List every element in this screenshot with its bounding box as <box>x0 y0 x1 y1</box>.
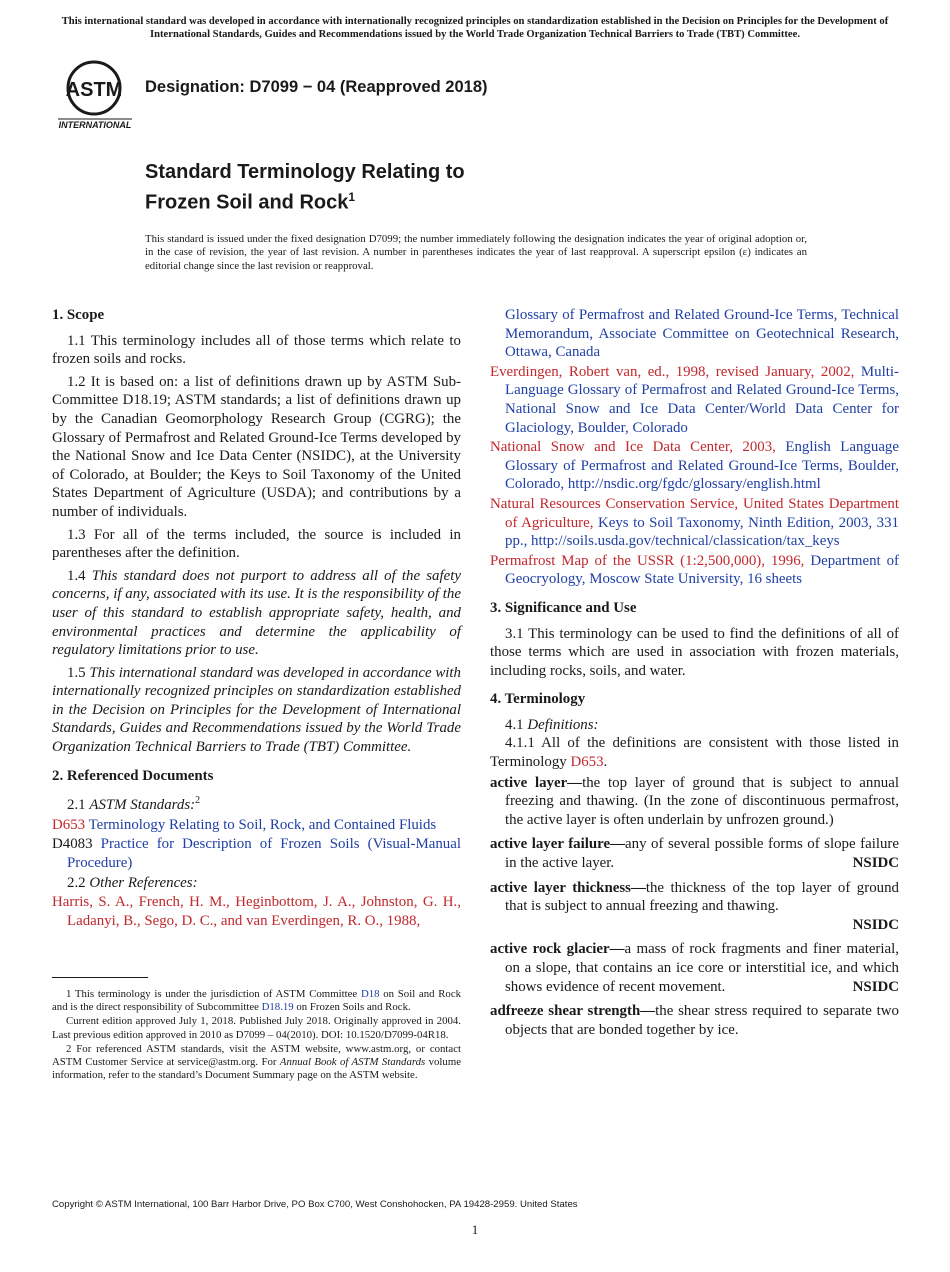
astm-standards-label: 2.1 ASTM Standards:$^2$ <box>67 795 201 814</box>
term-active-layer: active layer—the top layer of ground that is subject to annual freezing and thawing. (In the zone of discontinuous permafrost, the active layer is often underlain by unfrozen ground.) <box>490 774 899 828</box>
d4083-title-link[interactable]: Practice for Description of Frozen Soils (Visual-Manual Procedure) <box>67 836 461 871</box>
other-references-label: 2.2 Other References: <box>67 874 198 891</box>
preface: This standard is issued under the fixed designation D7099; the number immediately following the designation indicates the year of original adoption or, in the case of revision, the year of last revision. A number in parentheses indicates the year of last reapproval. A superscript epsilon (ε) indicates an editorial change since the last revision or reapproval. <box>145 233 807 272</box>
scope-heading: 1. Scope <box>52 307 105 323</box>
title-line-2: Frozen Soil and Rock <box>145 191 349 214</box>
significance-3-1: 3.1 This terminology can be used to find the definitions of all of those terms which are used in association with frozen materials, including rocks, soils, and water. <box>490 625 899 679</box>
ref-everdingen: Everdingen, Robert van, ed., 1998, revised January, 2002, Multi-Language Glossary of Permafrost and Related Ground-Ice Terms, National Snow and Ice Data Center/World Data Center for Glaciology, Boulder, Colorado <box>490 363 899 436</box>
logo-letters: ASTM <box>65 79 123 101</box>
astm-logo-icon <box>56 58 134 130</box>
d18-19-link[interactable]: D18.19 <box>261 1001 294 1014</box>
footnote-current-edition: Current edition approved July 1, 2018. Published July 2018. Originally approved in 2004. Last previous edition approved in 2010 as D7099 – 04(2010). DOI: 10.1520/D7099-04R18. <box>52 1015 461 1041</box>
scope-1-2: 1.2 It is based on: a list of definitions drawn up by ASTM Sub-Committee D18.19; ASTM standards; a list of definitions drawn up by the Canadian Geomorphology Research Group (CGRG); the Glossary of Permafrost and Related Ground-Ice Terms developed by the National Snow and Ice Data Center (NSIDC), at the University of Colorado, at Boulder; the Keys to Soil Taxonomy of the United States Department of Agriculture (USDA); and contributions by a number of individuals. <box>52 373 461 520</box>
ref-harris-part1[interactable]: Harris, S. A., French, H. M., Heginbottom, J. A., Johnston, G. H., Ladanyi, B., Sego, D. C., and van Everdingen, R. O., 1988, <box>52 894 461 929</box>
nrcs-link[interactable]: Keys to Soil Taxonomy, Ninth Edition, 2003, 331 pp., http://soils.usda.gov/technical/classication/tax_keys <box>505 514 899 550</box>
nsidc-link[interactable]: English Language Glossary of Permafrost and Related Ground-Ice Terms, Boulder, Colorado, http://nsdic.org/fgdc/glossary/english.html <box>505 439 899 493</box>
ref-d4083: D4083 Practice for Description of Frozen Soils (Visual-Manual Procedure) <box>52 836 461 871</box>
title-footnote-mark: 1 <box>348 190 356 204</box>
designation: Designation: D7099 − 04 (Reapproved 2018) <box>145 78 488 96</box>
scope-1-1: 1.1 This terminology includes all of those terms which relate to frozen soils and rocks. <box>52 332 461 368</box>
term-adfreeze-shear-strength: adfreeze shear strength—the shear stress required to separate two objects that are bonded together by ice. <box>490 1003 899 1038</box>
refdocs-heading: 2. Referenced Documents <box>52 767 214 784</box>
scope-1-3: 1.3 For all of the terms included, the source is included in parentheses after the definition. <box>52 526 461 562</box>
logo-subtext: INTERNATIONAL <box>58 120 132 130</box>
scope-1-4: 1.4 This standard does not purport to address all of the safety concerns, if any, associated with its use. It is the responsibility of the user of this standard to establish appropriate safety, health, and environmental practices and determine the applicability of regulatory limitations prior to use. <box>52 567 461 659</box>
term-active-rock-glacier: active rock glacier—a mass of rock fragments and finer material, on a slope, that contains an ice core or interstitial ice, and which shows evidence of recent movement. NSIDC <box>490 941 900 995</box>
footnote-rule <box>52 977 148 978</box>
terminology-4-1-1: 4.1.1 All of the definitions are consistent with those listed in Terminology D653. <box>490 735 899 771</box>
ref-d653 <box>52 816 461 835</box>
title-line-1: Standard Terminology Relating to <box>145 161 465 183</box>
term-active-layer-thickness: active layer thickness—the thickness of the top layer of ground that is subject to annual freezing and thawing. NSIDC <box>490 879 899 933</box>
terminology-heading: 4. Terminology <box>490 691 586 708</box>
definitions-label: 4.1 Definitions: <box>505 716 599 733</box>
significance-heading: 3. Significance and Use <box>490 599 637 616</box>
left-column <box>52 306 461 931</box>
term-active-layer-failure: active layer failure—any of several possible forms of slope failure in the active layer. NSIDC <box>490 836 899 872</box>
d653-inline-link[interactable]: D653 <box>570 754 604 771</box>
ref-nsidc: National Snow and Ice Data Center, 2003, English Language Glossary of Permafrost and Related Ground-Ice Terms, Boulder, Colorado, http://nsdic.org/fgdc/glossary/english.html <box>490 439 899 493</box>
permafrost-map-link[interactable]: Department of Geocryology, Moscow State University, 16 sheets <box>505 552 899 588</box>
right-column <box>490 306 899 1045</box>
d653-link[interactable]: D653 <box>52 816 86 833</box>
page-title <box>145 160 465 216</box>
footnote-2: 2 For referenced ASTM standards, visit the ASTM website, www.astm.org, or contact ASTM Customer Service at service@astm.org. For Annual Book of ASTM Standards volume information, refer to the standard’s Document Summary page on the ASTM website. <box>52 1042 462 1082</box>
everdingen-link[interactable]: Multi-Language Glossary of Permafrost and Related Ground-Ice Terms, National Snow and Ice Data Center/World Data Center for Glaciology, Boulder, Colorado <box>505 363 899 436</box>
footnote-1: 1 This terminology is under the jurisdiction of ASTM Committee D18 on Soil and Rock and is the direct responsibility of Subcommittee D18.19 on Frozen Soils and Rock. <box>52 988 462 1014</box>
copyright: Copyright © ASTM International, 100 Barr Harbor Drive, PO Box C700, West Conshohocken, PA 19428-2959. United States <box>52 1199 578 1210</box>
ref-nrcs: Natural Resources Conservation Service, United States Department of Agriculture, Keys to Soil Taxonomy, Ninth Edition, 2003, 331 pp., http://soils.usda.gov/technical/classication/tax_keys <box>490 495 899 550</box>
d653-title-link[interactable]: Terminology Relating to Soil, Rock, and Contained Fluids <box>88 816 437 833</box>
ref-permafrost-map: Permafrost Map of the USSR (1:2,500,000), 1996, Department of Geocryology, Moscow State University, 16 sheets <box>490 552 899 588</box>
ref-harris-part2[interactable]: Glossary of Permafrost and Related Ground-Ice Terms, Technical Memorandum, Associate Committee on Geotechnical Research, Ottawa, Canada <box>505 307 899 361</box>
d18-link[interactable]: D18 <box>360 988 380 1000</box>
page-number: 1 <box>471 1222 479 1237</box>
scope-1-5: 1.5 This international standard was developed in accordance with internationally recognized principles on standardization established in the Decision on Principles for the Development of International Standards, Guides and Recommendations issued by the World Trade Organization Technical Barriers to Trade (TBT) Committee. <box>52 664 461 756</box>
footnotes <box>52 988 461 1083</box>
tbt-notice: This international standard was developed in accordance with internationally recognized principles on standardization established in the Decision on Principles for the Development of International Standards, Guides and Recommendations issued by the World Trade Organization Technical Barriers to Trade (TBT) Committee. <box>61 16 889 40</box>
